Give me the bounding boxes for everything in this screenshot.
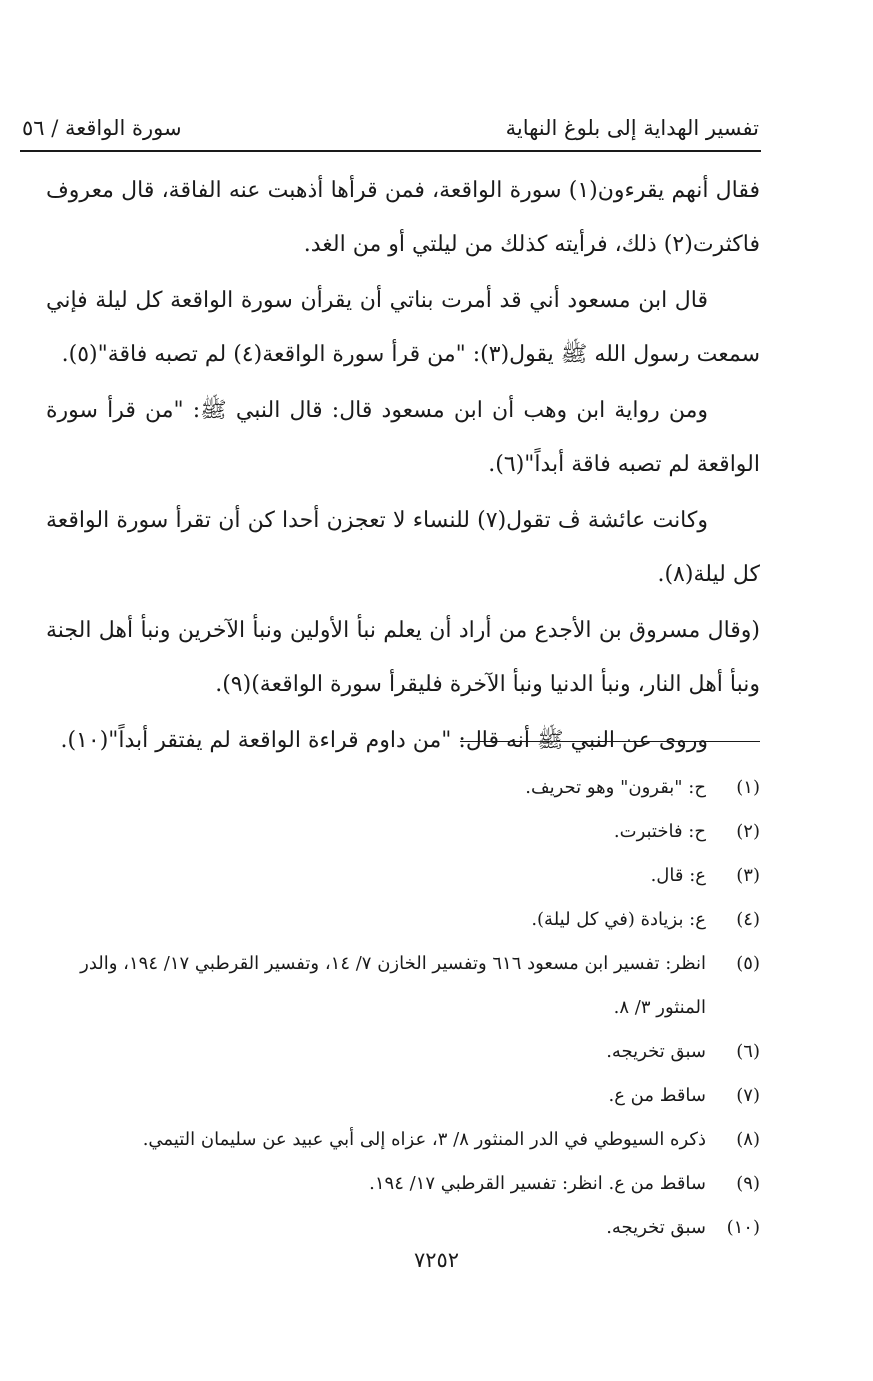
footnote-number: (٤) bbox=[736, 909, 760, 930]
footnote bbox=[46, 942, 760, 1030]
paragraph: ومن رواية ابن وهب أن ابن مسعود قال: قال النبي ﷺ: "من قرأ سورة الواقعة لم تصبه فاقة أبداً"(٦). bbox=[46, 398, 760, 477]
paragraph: وكانت عائشة ڤ تقول(٧) للنساء لا تعجزن أحدا كن أن تقرأ سورة الواقعة كل ليلة(٨). bbox=[46, 508, 760, 587]
footnote-number: (١٠) bbox=[726, 1217, 760, 1238]
footnote-rule bbox=[460, 741, 760, 742]
footnote-text: ح: فاختبرت. bbox=[613, 821, 706, 842]
footnote-text: سبق تخريجه. bbox=[606, 1041, 706, 1062]
footnote-number: (٧) bbox=[736, 1085, 760, 1106]
footnote-number: (٥) bbox=[736, 953, 760, 974]
page-number: ٧٢٥٢ bbox=[413, 1248, 460, 1272]
footnote bbox=[46, 1074, 760, 1118]
footnotes bbox=[46, 766, 760, 1250]
paragraph: فقال أنهم يقرءون(١) سورة الواقعة، فمن قرأها أذهبت عنه الفاقة، قال معروف فاكثرت(٢) ذلك، فرأيته كذلك من ليلتي أو من الغد. bbox=[46, 178, 761, 257]
footnote bbox=[46, 1206, 760, 1250]
footnote-number: (٦) bbox=[736, 1041, 760, 1062]
footnote-number: (٨) bbox=[736, 1129, 760, 1150]
footnote-number: (١) bbox=[736, 777, 760, 798]
footnote-number: (٩) bbox=[736, 1173, 760, 1194]
footnote-text: انظر: تفسير ابن مسعود ٦١٦ وتفسير الخازن ٧/ ١٤، وتفسير القرطبي ١٧/ ١٩٤، والدر المنثور ٣/ ٨. bbox=[80, 953, 706, 1018]
header-rule bbox=[20, 150, 761, 152]
surah-label: سورة الواقعة / ٥٦ bbox=[22, 116, 182, 140]
footnote-number: (٣) bbox=[736, 865, 760, 886]
paragraph: وروى عن النبي ﷺ أنه قال: "من داوم قراءة الواقعة لم يفتقر أبداً"(١٠). bbox=[60, 728, 708, 753]
main-text bbox=[46, 164, 760, 770]
footnote bbox=[46, 810, 760, 854]
footnote bbox=[46, 1030, 760, 1074]
footnote-text: ذكره السيوطي في الدر المنثور ٨/ ٣، عزاه إلى أبي عبيد عن سليمان التيمي. bbox=[142, 1129, 706, 1150]
paragraph: (وقال مسروق بن الأجدع من أراد أن يعلم نبأ الأولين ونبأ الآخرين ونبأ أهل الجنة ونبأ أهل النار، ونبأ الدنيا ونبأ الآخرة فليقرأ سورة الواقعة)(٩). bbox=[46, 618, 760, 697]
footnote-text: ساقط من ع. انظر: تفسير القرطبي ١٧/ ١٩٤. bbox=[369, 1173, 706, 1194]
running-head bbox=[22, 112, 759, 144]
paragraph: قال ابن مسعود أني قد أمرت بناتي أن يقرأن سورة الواقعة كل ليلة فإني سمعت رسول الله ﷺ يقول(٣): "من قرأ سورة الواقعة(٤) لم تصبه فاقة"(٥). bbox=[46, 288, 760, 367]
footnote-text: ح: "بقرون" وهو تحريف. bbox=[525, 777, 706, 798]
footnote-text: ع: بزيادة (في كل ليلة). bbox=[531, 909, 706, 930]
book-title: تفسير الهداية إلى بلوغ النهاية bbox=[505, 116, 759, 140]
footnote bbox=[46, 898, 760, 942]
footnote-text: ع: قال. bbox=[650, 865, 706, 886]
footnote-text: سبق تخريجه. bbox=[606, 1217, 706, 1238]
footnote-text: ساقط من ع. bbox=[608, 1085, 706, 1106]
footnote bbox=[46, 1118, 760, 1162]
footnote-number: (٢) bbox=[736, 821, 760, 842]
footnote bbox=[46, 766, 760, 810]
footnote bbox=[46, 1162, 760, 1206]
footnote bbox=[46, 854, 760, 898]
